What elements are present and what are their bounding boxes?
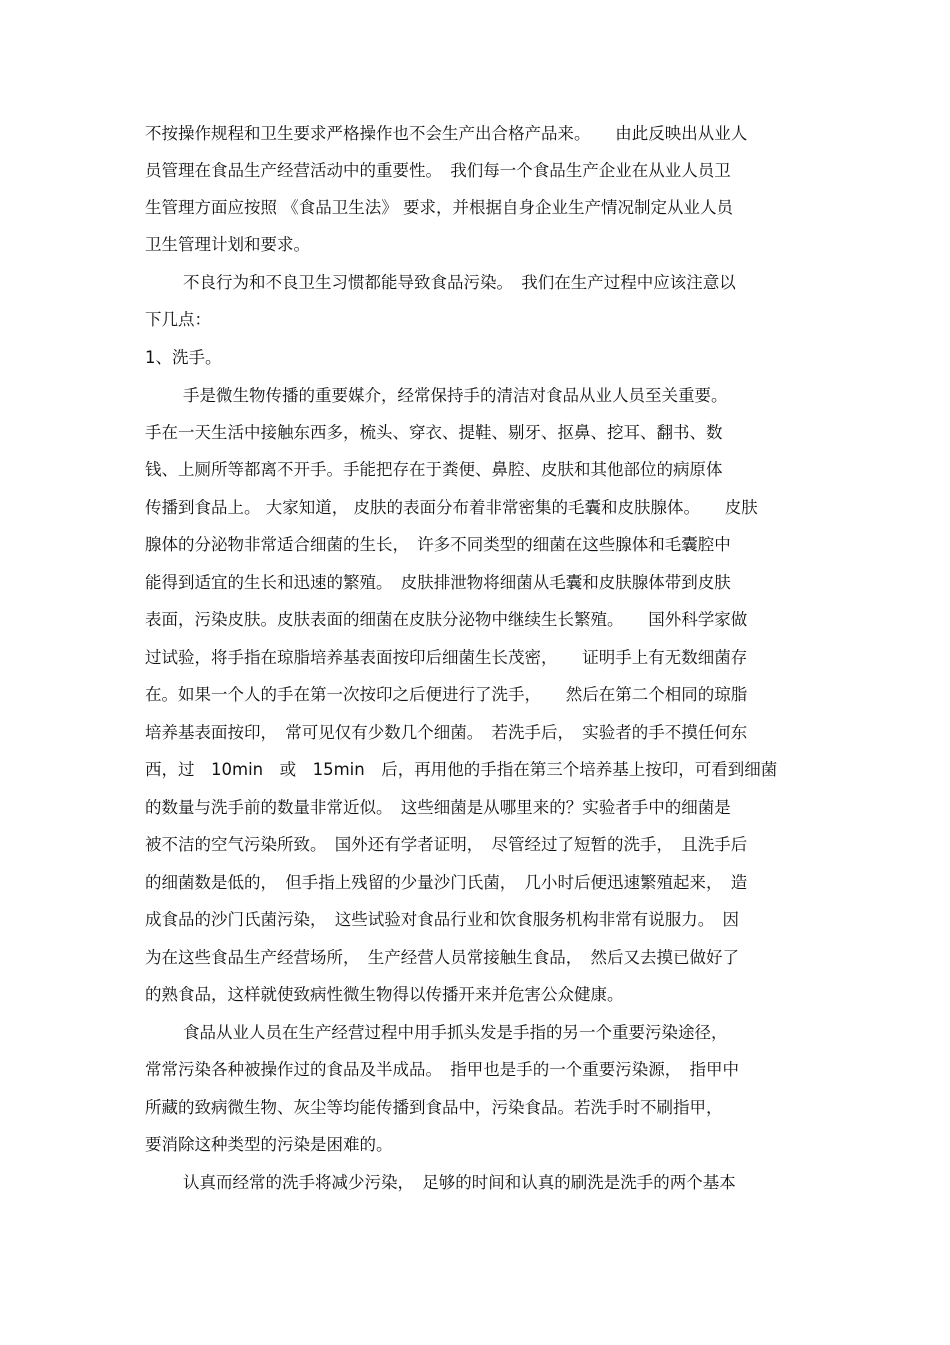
text-line: 腺体的分泌物非常适合细菌的生长， 许多不同类型的细菌在这些腺体和毛囊腔中 [145, 535, 731, 554]
text-line: 能得到适宜的生长和迅速的繁殖。 皮肤排泄物将细菌从毛囊和皮肤腺体带到皮肤 [145, 573, 731, 592]
text-line: 员管理在食品生产经营活动中的重要性。 我们每一个食品生产企业在从业人员卫 [145, 161, 731, 180]
text-line: 在。如果一个人的手在第一次按印之后便进行了洗手， 然后在第二个相同的琼脂 [145, 685, 748, 704]
text-line: 的数量与洗手前的数量非常近似。 这些细菌是从哪里来的？实验者手中的细菌是 [145, 798, 731, 817]
text-line: 生管理方面应按照 《食品卫生法》 要求，并根据自身企业生产情况制定从业人员 [145, 198, 733, 217]
text-line: 被不洁的空气污染所致。 国外还有学者证明， 尽管经过了短暂的洗手， 且洗手后 [145, 835, 748, 854]
text-line: 下几点： [145, 310, 211, 329]
text-line: 要消除这种类型的污染是困难的。 [145, 1135, 393, 1154]
section-heading: 1、洗手。 [145, 348, 222, 367]
text-line: 常常污染各种被操作过的食品及半成品。 指甲也是手的一个重要污染源， 指甲中 [145, 1060, 739, 1079]
text-line: 不按操作规程和卫生要求严格操作也不会生产出合格产品来。 由此反映出从业人 [145, 124, 748, 143]
text-line: 西，过 10min 或 15min 后，再用他的手指在第三个培养基上按印，可看到细菌 [145, 760, 778, 779]
text-line: 的细菌数是低的， 但手指上残留的少量沙门氏菌， 几小时后便迅速繁殖起来， 造 [145, 873, 748, 892]
text-line: 的熟食品，这样就使致病性微生物得以传播开来并危害公众健康。 [145, 985, 624, 1004]
text-line: 手是微生物传播的重要媒介，经常保持手的清洁对食品从业人员至关重要。 [183, 386, 728, 405]
text-line: 认真而经常的洗手将减少污染， 足够的时间和认真的刷洗是洗手的两个基本 [183, 1173, 736, 1192]
text-line: 所藏的致病微生物、灰尘等均能传播到食品中，污染食品。若洗手时不刷指甲， [145, 1098, 723, 1117]
text-line: 钱、上厕所等都离不开手。手能把存在于粪便、鼻腔、皮肤和其他部位的病原体 [145, 460, 723, 479]
text-line: 成食品的沙门氏菌污染， 这些试验对食品行业和饮食服务机构非常有说服力。 因 [145, 910, 739, 929]
text-line: 过试验，将手指在琼脂培养基表面按印后细菌生长茂密， 证明手上有无数细菌存 [145, 648, 748, 667]
text-line: 手在一天生活中接触东西多，梳头、穿衣、提鞋、剔牙、抠鼻、挖耳、翻书、数 [145, 423, 723, 442]
text-line: 食品从业人员在生产经营过程中用手抓头发是手指的另一个重要污染途径， [183, 1023, 728, 1042]
text-line: 不良行为和不良卫生习惯都能导致食品污染。 我们在生产过程中应该注意以 [183, 273, 736, 292]
text-line: 培养基表面按印， 常可见仅有少数几个细菌。 若洗手后， 实验者的手不摸任何东 [145, 723, 748, 742]
text-line: 为在这些食品生产经营场所， 生产经营人员常接触生食品， 然后又去摸已做好了 [145, 948, 739, 967]
text-line: 卫生管理计划和要求。 [145, 235, 310, 254]
text-line: 表面，污染皮肤。皮肤表面的细菌在皮肤分泌物中继续生长繁殖。 国外科学家做 [145, 610, 748, 629]
text-line: 传播到食品上。 大家知道， 皮肤的表面分布着非常密集的毛囊和皮肤腺体。 皮肤 [145, 498, 758, 517]
